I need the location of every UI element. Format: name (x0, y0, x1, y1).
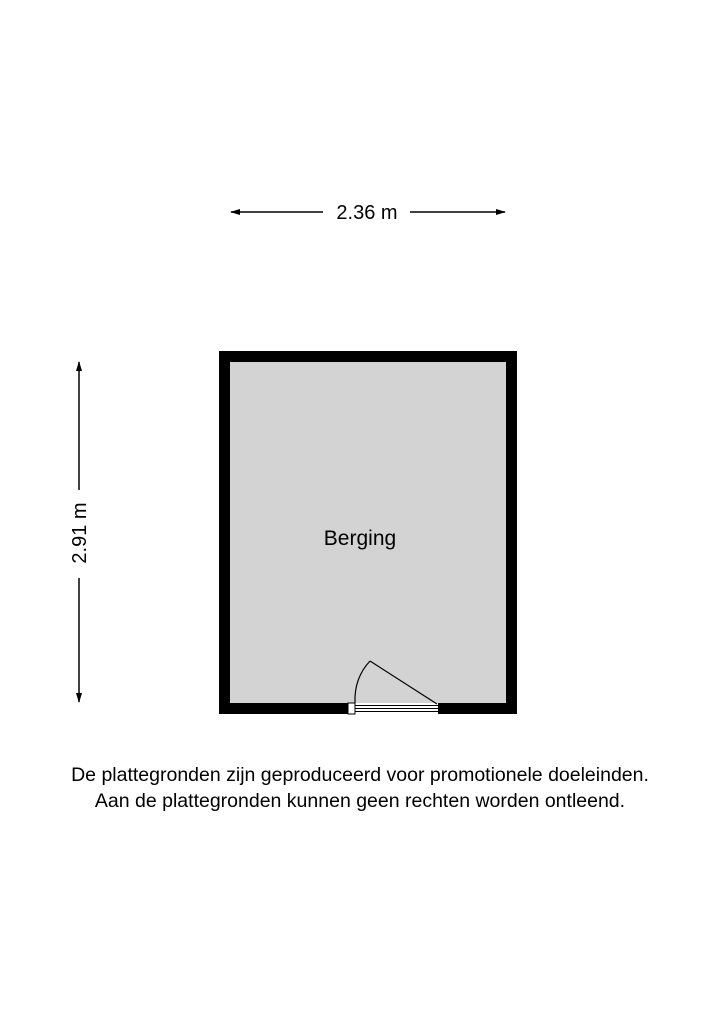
disclaimer-line-1: De plattegronden zijn geproduceerd voor promotionele doeleinden. (71, 764, 649, 786)
room-label: Berging (323, 527, 397, 550)
width-dimension-label: 2.36 m (336, 202, 398, 224)
door-jamb-left (348, 703, 355, 714)
width-dimension (231, 202, 505, 224)
door-jamb-right (438, 703, 445, 714)
disclaimer-line-2: Aan de plattegronden kunnen geen rechten worden ontleend. (94, 790, 626, 812)
height-dimension (69, 362, 91, 702)
height-dimension-label: 2.91 m (69, 502, 91, 564)
room-berging (219, 351, 517, 714)
